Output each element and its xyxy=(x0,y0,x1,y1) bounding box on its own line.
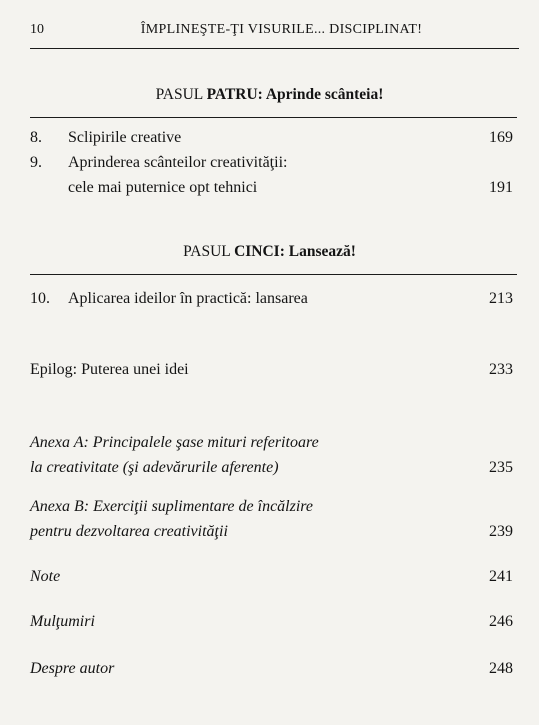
entry-page: 213 xyxy=(489,290,513,307)
entry-title-line1: Anexa B: Exerciţii suplimentare de încălzire xyxy=(30,498,314,515)
toc-entry-9 xyxy=(30,150,513,200)
entry-title: Sclipirile creative xyxy=(68,129,182,146)
entry-title-line1: Aprinderea scânteilor creativităţii: xyxy=(68,154,288,171)
entry-page: 169 xyxy=(489,129,513,146)
entry-title: Despre autor xyxy=(30,660,115,677)
entry-page: 239 xyxy=(489,523,513,540)
entry-title: Mulţumiri xyxy=(30,613,95,630)
book-title: ÎMPLINEŞTE-ŢI VISURILE... DISCIPLINAT! xyxy=(140,22,423,37)
entry-page: 235 xyxy=(489,459,513,476)
part-title: CINCI: Lansează! xyxy=(234,243,356,260)
toc-entry-annex-b xyxy=(30,494,513,544)
entry-title-line2: pentru dezvoltarea creativităţii xyxy=(30,523,228,540)
toc-entry-annex-a xyxy=(30,430,513,480)
entry-title-line2: la creativitate (şi adevărurile aferente) xyxy=(30,459,279,476)
toc-entry-acknowledgements xyxy=(30,609,513,634)
toc-entry-epilog xyxy=(30,357,513,382)
running-header xyxy=(30,22,513,42)
entry-title-line1: Anexa A: Principalele şase mituri referitoare xyxy=(30,434,319,451)
entry-title: Epilog: Puterea unei idei xyxy=(30,361,189,378)
entry-page: 233 xyxy=(489,361,513,378)
entry-page: 241 xyxy=(489,568,513,585)
entry-title: Aplicarea ideilor în practică: lansarea xyxy=(68,290,308,307)
part-prefix: PASUL xyxy=(155,86,207,103)
page-number: 10 xyxy=(30,22,44,37)
entry-page: 191 xyxy=(489,179,513,196)
entry-title-line2: cele mai puternice opt tehnici xyxy=(68,179,258,196)
entry-page: 248 xyxy=(489,660,513,677)
toc-entry-about-author xyxy=(30,656,513,681)
entry-number: 9. xyxy=(30,154,42,171)
part-heading-four xyxy=(30,86,509,104)
part-title: PATRU: Aprinde scânteia! xyxy=(206,86,384,103)
entry-number: 8. xyxy=(30,129,42,146)
toc-entry-10 xyxy=(30,286,513,311)
toc-entry-notes xyxy=(30,564,513,589)
part-heading-five xyxy=(30,243,509,261)
entry-page: 246 xyxy=(489,613,513,630)
entry-title: Note xyxy=(30,568,61,585)
part-prefix: PASUL xyxy=(183,243,235,260)
part-rule xyxy=(30,274,517,275)
entry-number: 10. xyxy=(30,290,50,307)
part-rule xyxy=(30,117,517,118)
header-rule xyxy=(30,48,519,49)
toc-entry-8 xyxy=(30,125,513,150)
